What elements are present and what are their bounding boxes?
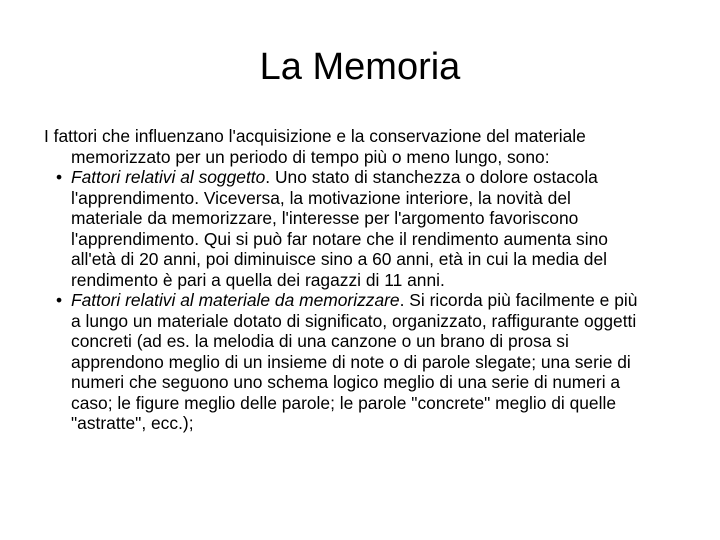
bullet-text-soggetto: . Uno stato di stanchezza o dolore ostacola l'apprendimento. Viceversa, la motivazione interiore, la novità del materiale da memorizzare, l'interesse per l'argomento favoriscono l'apprendimento. Qui si può far notare che il rendimento aumenta sino all'età di 20 anni, poi diminuisce sino a 60 anni, età in cui la media del rendimento è pari a quella dei ragazzi di 11 anni. <box>71 167 608 290</box>
bullet-item-materiale <box>44 290 644 434</box>
intro-paragraph: I fattori che influenzano l'acquisizione e la conservazione del materiale memorizzato per un periodo di tempo più o meno lungo, sono: <box>44 126 586 167</box>
bullet-marker: • <box>56 167 63 187</box>
bullet-text-materiale: . Si ricorda più facilmente e più a lungo un materiale dotato di significato, organizzato, raffigurante oggetti concreti (ad es. la melodia di una canzone o un brano di prosa si apprendono meglio di un insieme di note o di parole slegate; una serie di numeri che seguono uno schema logico meglio di una serie di numeri a caso; le figure meglio delle parole; le parole "concrete" meglio di quelle "astratte", ecc.); <box>71 290 638 433</box>
bullet-marker: • <box>56 290 63 310</box>
bullet-lead-materiale: Fattori relativi al materiale da memorizzare <box>71 290 400 310</box>
slide-body <box>44 126 644 434</box>
bullet-lead-soggetto: Fattori relativi al soggetto <box>71 167 266 187</box>
bullet-item-soggetto <box>44 167 644 290</box>
slide-title: La Memoria <box>259 46 461 88</box>
